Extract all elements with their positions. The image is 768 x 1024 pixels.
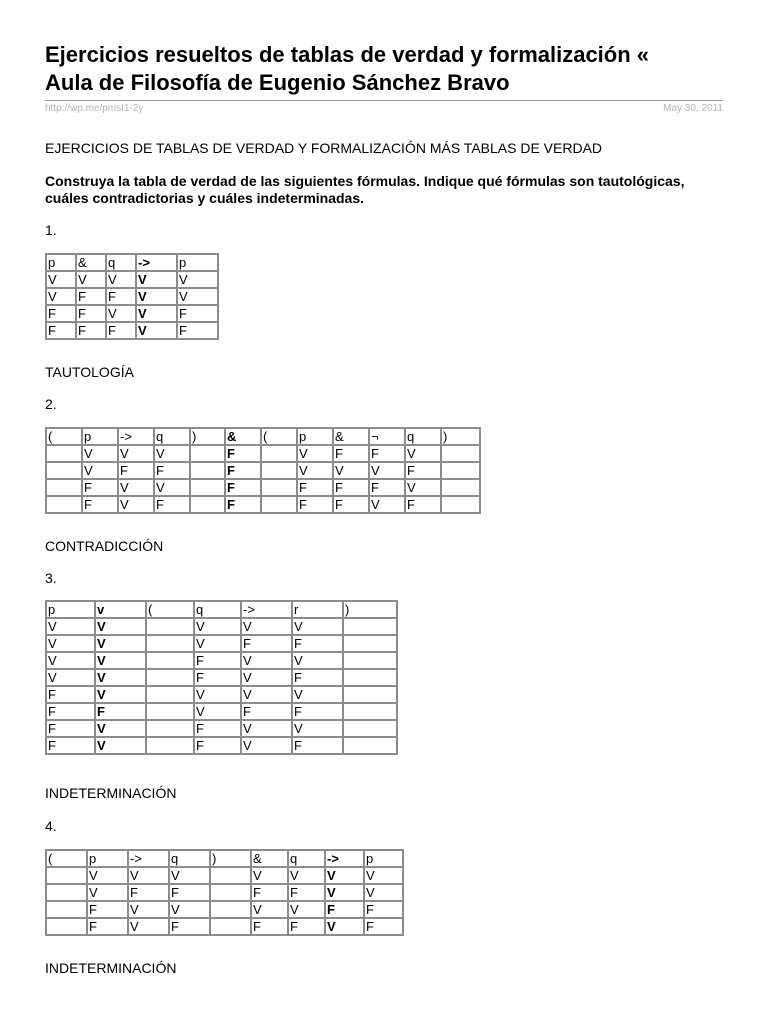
truth-table-cell: V — [136, 305, 177, 322]
truth-table-cell: V — [288, 867, 325, 884]
truth-table-cell: V — [177, 271, 218, 288]
truth-table-cell: V — [95, 635, 146, 652]
truth-table-header-cell: ( — [46, 850, 87, 867]
exercise-1-number: 1. — [45, 222, 57, 238]
truth-table-cell: F — [95, 703, 146, 720]
truth-table-header-cell: p — [87, 850, 128, 867]
truth-table-header-row — [46, 850, 403, 867]
truth-table-cell: V — [106, 305, 136, 322]
truth-table-cell — [343, 618, 397, 635]
truth-table-cell — [343, 686, 397, 703]
truth-table-cell — [190, 445, 225, 462]
truth-table-header-cell: -> — [118, 428, 154, 445]
section-heading: EJERCICIOS DE TABLAS DE VERDAD Y FORMALIZACIÓN MÁS TABLAS DE VERDAD — [45, 140, 603, 156]
truth-table-cell: V — [95, 737, 146, 754]
meta-bar — [45, 100, 723, 119]
truth-table-cell: V — [46, 669, 95, 686]
truth-table-cell: V — [241, 618, 292, 635]
truth-table-header-cell: ) — [190, 428, 225, 445]
truth-table-cell: F — [251, 884, 288, 901]
truth-table-cell: V — [128, 918, 169, 935]
truth-table-cell: F — [194, 669, 241, 686]
truth-table-row — [46, 867, 403, 884]
truth-table-cell: V — [241, 669, 292, 686]
truth-table-cell — [46, 445, 82, 462]
truth-table-cell: V — [136, 322, 177, 339]
truth-table-header-row — [46, 601, 397, 618]
truth-table-cell: F — [154, 462, 190, 479]
truth-table-cell: F — [194, 720, 241, 737]
truth-table-cell: F — [154, 496, 190, 513]
truth-table-cell: V — [136, 288, 177, 305]
truth-table-cell: F — [364, 901, 403, 918]
truth-table-cell: F — [87, 918, 128, 935]
truth-table-cell — [46, 479, 82, 496]
truth-table-header-cell: ( — [261, 428, 297, 445]
truth-table-cell: F — [364, 918, 403, 935]
exercise-1-verdict: TAUTOLOGÍA — [45, 364, 134, 380]
truth-table-cell: V — [251, 867, 288, 884]
truth-table-header-cell: -> — [325, 850, 364, 867]
truth-table-cell: V — [297, 445, 333, 462]
truth-table-cell: V — [136, 271, 177, 288]
truth-table-cell — [441, 496, 480, 513]
truth-table-cell: F — [325, 901, 364, 918]
truth-table-header-cell: & — [225, 428, 261, 445]
exercise-4-number: 4. — [45, 818, 57, 834]
truth-table-cell — [146, 686, 194, 703]
truth-table-row — [46, 918, 403, 935]
truth-table-cell — [441, 445, 480, 462]
truth-table-row — [46, 901, 403, 918]
truth-table-cell — [146, 618, 194, 635]
truth-table-header-row — [46, 428, 480, 445]
truth-table-row — [46, 652, 397, 669]
truth-table-cell: F — [87, 901, 128, 918]
truth-table-header-cell: v — [95, 601, 146, 618]
exercise-2-number: 2. — [45, 396, 57, 412]
truth-table-cell — [146, 635, 194, 652]
truth-table-cell: V — [251, 901, 288, 918]
truth-table-cell: F — [225, 479, 261, 496]
truth-table-cell — [46, 496, 82, 513]
exercise-4-truth-table — [45, 849, 404, 936]
truth-table-cell: F — [46, 720, 95, 737]
truth-table-cell: V — [95, 618, 146, 635]
truth-table-cell: V — [325, 867, 364, 884]
truth-table-header-cell: p — [297, 428, 333, 445]
truth-table-cell: V — [106, 271, 136, 288]
truth-table-cell: F — [82, 496, 118, 513]
truth-table-header-cell: p — [46, 601, 95, 618]
truth-table-cell: V — [46, 288, 76, 305]
truth-table-cell — [146, 669, 194, 686]
truth-table-cell: V — [288, 901, 325, 918]
truth-table-cell — [343, 635, 397, 652]
truth-table-header-cell: ( — [46, 428, 82, 445]
truth-table-cell: F — [288, 884, 325, 901]
truth-table-header-cell: ( — [146, 601, 194, 618]
truth-table-cell: F — [177, 322, 218, 339]
truth-table-cell — [46, 867, 87, 884]
truth-table-cell: V — [292, 720, 343, 737]
truth-table-cell — [210, 884, 251, 901]
truth-table-row — [46, 635, 397, 652]
truth-table-cell: V — [118, 496, 154, 513]
truth-table-cell: F — [333, 496, 369, 513]
truth-table-header-row — [46, 254, 218, 271]
truth-table-row — [46, 669, 397, 686]
exercise-1-truth-table — [45, 253, 219, 340]
truth-table-cell: V — [128, 867, 169, 884]
truth-table-cell: F — [194, 737, 241, 754]
truth-table-cell: V — [95, 720, 146, 737]
truth-table-cell — [261, 462, 297, 479]
truth-table-row — [46, 305, 218, 322]
truth-table-cell: V — [292, 652, 343, 669]
truth-table-row — [46, 884, 403, 901]
truth-table-cell: V — [325, 884, 364, 901]
truth-table-cell — [146, 652, 194, 669]
truth-table-cell — [343, 720, 397, 737]
truth-table-cell — [343, 703, 397, 720]
truth-table-cell: F — [241, 703, 292, 720]
truth-table-cell — [261, 445, 297, 462]
exercise-3-number: 3. — [45, 570, 57, 586]
publish-date: May 30, 2011 — [663, 103, 723, 114]
truth-table-cell — [190, 479, 225, 496]
truth-table-cell: F — [225, 445, 261, 462]
truth-table-cell — [190, 462, 225, 479]
truth-table-cell: F — [288, 918, 325, 935]
truth-table-cell — [210, 901, 251, 918]
truth-table-cell: V — [95, 669, 146, 686]
truth-table-cell: V — [46, 618, 95, 635]
truth-table-cell: F — [194, 652, 241, 669]
truth-table-cell — [46, 884, 87, 901]
truth-table-row — [46, 618, 397, 635]
truth-table-row — [46, 496, 480, 513]
truth-table-cell — [343, 669, 397, 686]
truth-table-header-cell: q — [194, 601, 241, 618]
truth-table-cell: V — [118, 445, 154, 462]
truth-table-header-cell: -> — [241, 601, 292, 618]
truth-table-row — [46, 288, 218, 305]
truth-table-cell: V — [194, 703, 241, 720]
truth-table-cell: F — [369, 445, 405, 462]
truth-table-row — [46, 737, 397, 754]
truth-table-cell: V — [169, 867, 210, 884]
exercise-3-truth-table — [45, 600, 398, 755]
truth-table-header-cell: p — [364, 850, 403, 867]
truth-table-cell: F — [292, 703, 343, 720]
truth-table-cell — [261, 496, 297, 513]
truth-table-header-cell: q — [288, 850, 325, 867]
exercise-2-truth-table — [45, 427, 481, 514]
short-url[interactable]: http://wp.me/pmsI1-2y — [45, 103, 144, 114]
truth-table-header-cell: q — [154, 428, 190, 445]
truth-table-cell: V — [292, 686, 343, 703]
truth-table-cell — [146, 703, 194, 720]
truth-table-cell — [261, 479, 297, 496]
truth-table-cell — [210, 918, 251, 935]
truth-table-cell: V — [364, 884, 403, 901]
truth-table-cell: F — [241, 635, 292, 652]
truth-table-cell: F — [46, 305, 76, 322]
truth-table-cell: V — [241, 737, 292, 754]
truth-table-cell: V — [95, 652, 146, 669]
truth-table-cell: V — [405, 479, 441, 496]
truth-table-cell: F — [46, 686, 95, 703]
truth-table-cell: V — [194, 635, 241, 652]
truth-table-cell: V — [46, 652, 95, 669]
truth-table-header-cell: p — [46, 254, 76, 271]
truth-table-cell — [146, 737, 194, 754]
truth-table-header-cell: ) — [210, 850, 251, 867]
truth-table-cell: V — [369, 462, 405, 479]
truth-table-row — [46, 322, 218, 339]
truth-table-cell: F — [297, 479, 333, 496]
truth-table-cell: V — [169, 901, 210, 918]
truth-table-row — [46, 271, 218, 288]
page-title — [45, 41, 725, 97]
truth-table-cell — [210, 867, 251, 884]
truth-table-row — [46, 462, 480, 479]
truth-table-cell: V — [177, 288, 218, 305]
truth-table-cell: V — [333, 462, 369, 479]
truth-table-cell: V — [194, 618, 241, 635]
truth-table-cell — [343, 652, 397, 669]
truth-table-header-cell: ) — [441, 428, 480, 445]
truth-table-cell: V — [241, 686, 292, 703]
truth-table-cell: F — [292, 737, 343, 754]
instructions: Construya la tabla de verdad de las siguientes fórmulas. Indique qué fórmulas son tautológicas, cuáles contradictorias y cuáles indeterminadas. — [45, 173, 685, 206]
truth-table-cell: V — [154, 479, 190, 496]
truth-table-cell: F — [106, 322, 136, 339]
truth-table-cell: F — [177, 305, 218, 322]
truth-table-cell: V — [194, 686, 241, 703]
truth-table-cell: V — [87, 884, 128, 901]
truth-table-row — [46, 445, 480, 462]
page-title-line-2: Aula de Filosofía de Eugenio Sánchez Bravo — [45, 70, 510, 95]
truth-table-row — [46, 479, 480, 496]
exercise-4-verdict: INDETERMINACIÓN — [45, 960, 177, 976]
truth-table-cell: F — [333, 445, 369, 462]
truth-table-cell: V — [241, 652, 292, 669]
truth-table-row — [46, 686, 397, 703]
truth-table-cell: V — [364, 867, 403, 884]
truth-table-row — [46, 703, 397, 720]
truth-table-cell — [46, 462, 82, 479]
truth-table-cell: F — [369, 479, 405, 496]
truth-table-cell — [46, 901, 87, 918]
truth-table-header-cell: -> — [128, 850, 169, 867]
truth-table-cell: V — [82, 462, 118, 479]
truth-table-cell: V — [128, 901, 169, 918]
truth-table-cell: V — [76, 271, 106, 288]
truth-table-cell: F — [76, 305, 106, 322]
truth-table-cell: V — [95, 686, 146, 703]
truth-table-cell: V — [154, 445, 190, 462]
truth-table-cell: V — [118, 479, 154, 496]
truth-table-header-cell: & — [251, 850, 288, 867]
truth-table-cell: F — [106, 288, 136, 305]
truth-table-cell: F — [405, 462, 441, 479]
truth-table-cell: V — [82, 445, 118, 462]
truth-table-header-cell: ¬ — [369, 428, 405, 445]
truth-table-cell: V — [405, 445, 441, 462]
truth-table-cell: F — [292, 669, 343, 686]
truth-table-header-cell: p — [177, 254, 218, 271]
truth-table-row — [46, 720, 397, 737]
truth-table-cell: V — [297, 462, 333, 479]
truth-table-cell: F — [297, 496, 333, 513]
truth-table-cell: F — [225, 462, 261, 479]
truth-table-cell: F — [292, 635, 343, 652]
truth-table-header-cell: p — [82, 428, 118, 445]
truth-table-cell: V — [46, 271, 76, 288]
truth-table-cell: F — [82, 479, 118, 496]
truth-table-cell — [441, 479, 480, 496]
truth-table-header-cell: q — [169, 850, 210, 867]
truth-table-cell: F — [118, 462, 154, 479]
truth-table-cell: V — [46, 635, 95, 652]
exercise-2-verdict: CONTRADICCIÓN — [45, 538, 164, 554]
truth-table-cell: V — [369, 496, 405, 513]
truth-table-cell: F — [128, 884, 169, 901]
truth-table-cell: F — [46, 322, 76, 339]
truth-table-cell: F — [405, 496, 441, 513]
truth-table-cell — [46, 918, 87, 935]
truth-table-cell — [441, 462, 480, 479]
truth-table-cell: F — [46, 737, 95, 754]
truth-table-cell: F — [225, 496, 261, 513]
truth-table-cell: F — [76, 322, 106, 339]
truth-table-header-cell: ) — [343, 601, 397, 618]
truth-table-header-cell: q — [405, 428, 441, 445]
truth-table-header-cell: & — [333, 428, 369, 445]
truth-table-header-cell: q — [106, 254, 136, 271]
truth-table-cell: V — [241, 720, 292, 737]
truth-table-cell — [343, 737, 397, 754]
truth-table-cell: F — [251, 918, 288, 935]
truth-table-cell: V — [292, 618, 343, 635]
truth-table-header-cell: & — [76, 254, 106, 271]
page-title-line-1: Ejercicios resueltos de tablas de verdad y formalización « — [45, 42, 650, 67]
truth-table-cell: F — [76, 288, 106, 305]
truth-table-cell — [146, 720, 194, 737]
truth-table-header-cell: r — [292, 601, 343, 618]
exercise-3-verdict: INDETERMINACIÓN — [45, 785, 177, 801]
truth-table-cell: V — [87, 867, 128, 884]
truth-table-cell — [190, 496, 225, 513]
truth-table-cell: F — [169, 884, 210, 901]
truth-table-header-cell: -> — [136, 254, 177, 271]
truth-table-cell: F — [169, 918, 210, 935]
truth-table-cell: V — [325, 918, 364, 935]
truth-table-cell: F — [333, 479, 369, 496]
truth-table-cell: F — [46, 703, 95, 720]
